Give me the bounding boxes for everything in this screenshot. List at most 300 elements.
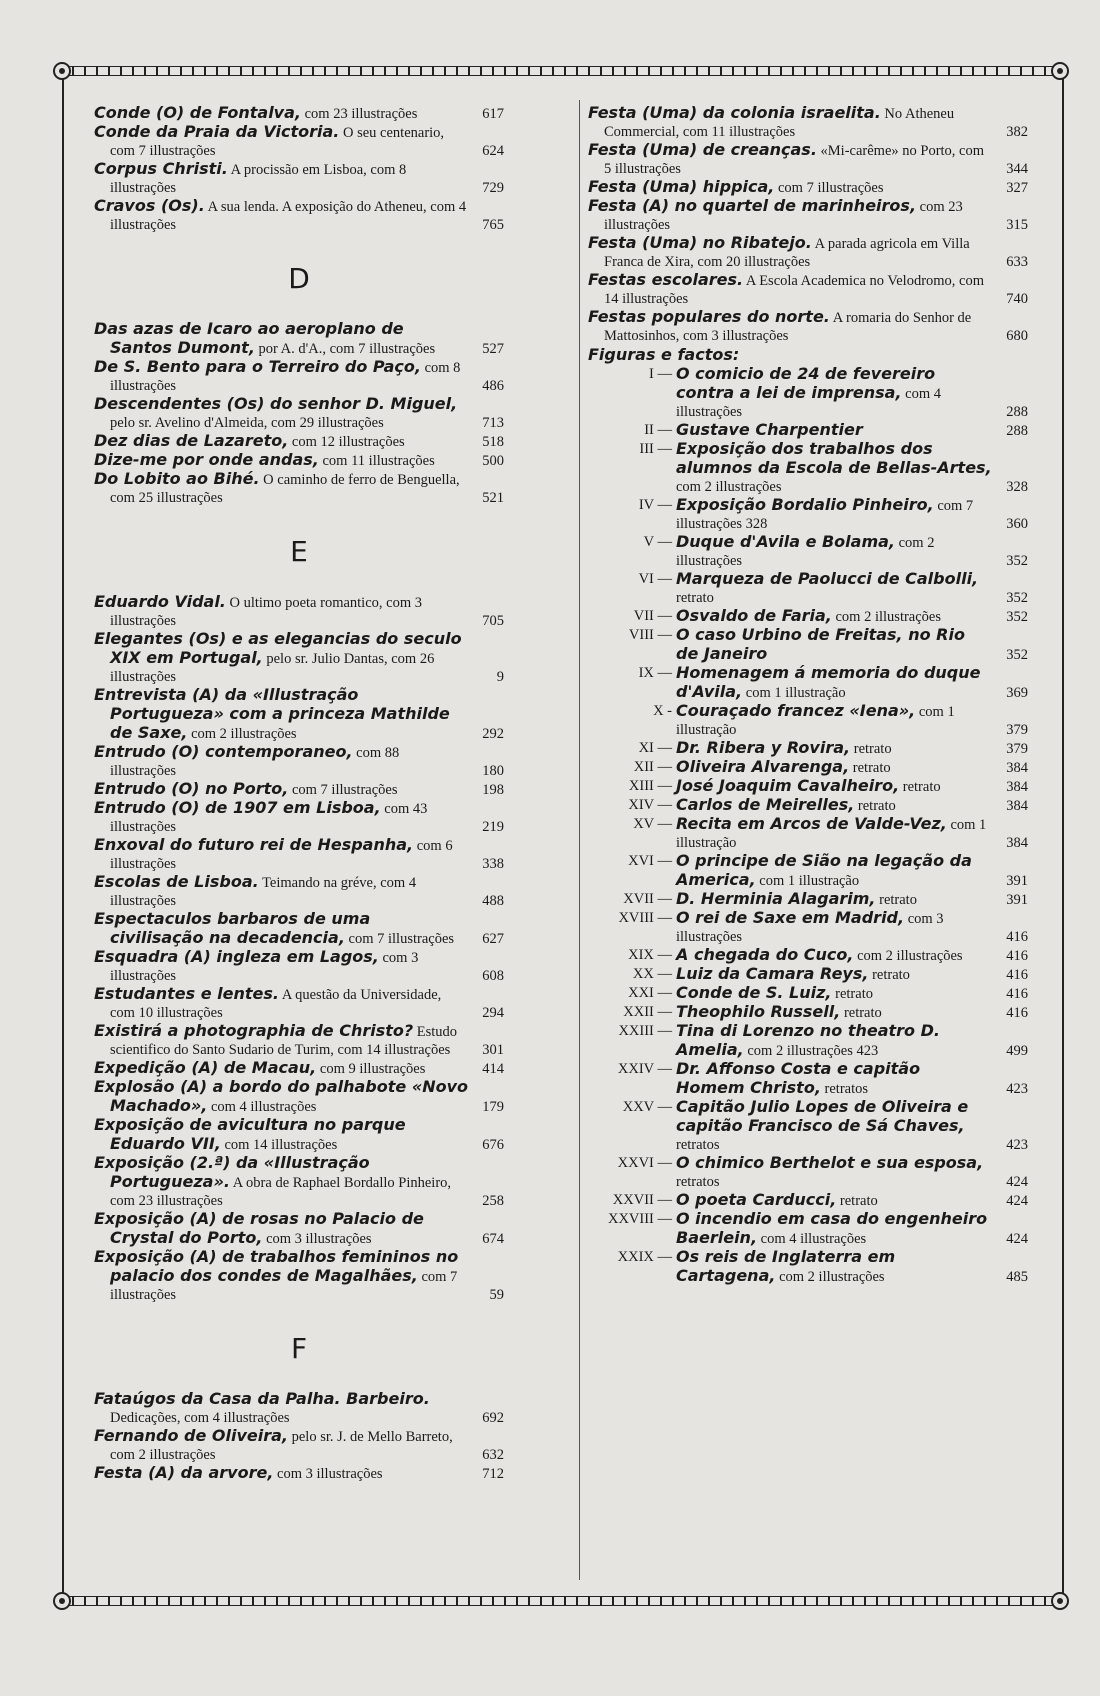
roman-numeral: II — bbox=[644, 422, 672, 438]
page-number: 416 bbox=[1006, 1005, 1028, 1021]
entry-description: com 7 illustrações bbox=[291, 782, 398, 798]
index-entry bbox=[94, 432, 504, 451]
roman-numeral: I — bbox=[649, 366, 672, 382]
entry-title: Exposição dos trabalhos dos alumnos da Escola de Bellas-Artes, bbox=[676, 439, 992, 477]
page-number: 328 bbox=[1006, 479, 1028, 495]
page-number: 485 bbox=[1006, 1269, 1028, 1285]
entry-description: Dedicações, com 4 illustrações bbox=[110, 1410, 290, 1426]
figuras-entry bbox=[588, 1248, 1028, 1286]
entry-title: Exposição (2.ª) da «Illustração Portugueza». bbox=[94, 1153, 370, 1191]
index-entry bbox=[588, 178, 1028, 197]
entry-title: Gustave Charpentier bbox=[676, 420, 863, 439]
entry-title: Enxoval do futuro rei de Hespanha, bbox=[94, 835, 414, 854]
index-entry bbox=[94, 1464, 504, 1483]
entry-description: com 14 illustrações bbox=[224, 1137, 338, 1153]
index-entry bbox=[94, 123, 504, 160]
entry-description: com 3 illustrações bbox=[676, 911, 944, 945]
index-entry bbox=[94, 780, 504, 799]
entry-title: De S. Bento para o Terreiro do Paço, bbox=[94, 357, 421, 376]
roman-numeral: IV — bbox=[638, 497, 672, 513]
page-number: 521 bbox=[482, 490, 504, 506]
entry-description: com 2 illustrações bbox=[779, 1269, 885, 1285]
page-number: 617 bbox=[482, 106, 504, 122]
index-entry bbox=[588, 104, 1028, 141]
roman-numeral: IX — bbox=[638, 665, 672, 681]
roman-numeral: XXIX — bbox=[617, 1249, 672, 1265]
entry-description: retrato bbox=[902, 779, 941, 795]
page-number: 499 bbox=[1006, 1043, 1028, 1059]
page-number: 384 bbox=[1006, 835, 1028, 851]
entry-description: retrato bbox=[879, 892, 917, 908]
entry-title: Theophilo Russell, bbox=[676, 1002, 841, 1021]
entry-title: Luiz da Camara Reys, bbox=[676, 964, 869, 983]
entry-title: O principe de Sião na legação da America, bbox=[676, 851, 972, 889]
entry-description: com 6 illustrações bbox=[110, 838, 453, 872]
page-number: 219 bbox=[482, 819, 504, 835]
entry-title: Explosão (A) a bordo do palhabote «Novo Machado», bbox=[94, 1077, 469, 1115]
figuras-entry bbox=[588, 1191, 1028, 1210]
entry-description: com 88 illustrações bbox=[110, 745, 400, 779]
entry-title: Conde da Praia da Victoria. bbox=[94, 122, 340, 141]
entry-title: Do Lobito ao Bihé. bbox=[94, 469, 260, 488]
entry-title: Conde (O) de Fontalva, bbox=[94, 103, 301, 122]
right-column bbox=[588, 104, 1028, 1286]
entry-title: Expedição (A) de Macau, bbox=[94, 1058, 317, 1077]
figuras-entry bbox=[588, 570, 1028, 607]
entry-title: Recita em Arcos de Valde-Vez, bbox=[676, 814, 947, 833]
index-entry bbox=[94, 593, 504, 630]
index-entry bbox=[94, 160, 504, 197]
section-e bbox=[94, 593, 504, 1304]
entry-title: Entrudo (O) contemporaneo, bbox=[94, 742, 353, 761]
index-entry bbox=[94, 470, 504, 507]
entry-description: A questão da Universidade, com 10 illustrações bbox=[110, 987, 442, 1021]
entry-title: Entrudo (O) no Porto, bbox=[94, 779, 289, 798]
entry-title: Entrevista (A) da «Illustração Portugueza» com a princeza Mathilde de Saxe, bbox=[94, 685, 450, 742]
entry-title: Dez dias de Lazareto, bbox=[94, 431, 289, 450]
index-entry bbox=[94, 1116, 504, 1154]
corner-ornament bbox=[53, 62, 71, 80]
entry-description: retrato bbox=[676, 590, 714, 606]
index-entry bbox=[588, 141, 1028, 178]
entry-description: Estudo scientifico do Santo Sudario de Turim, com 14 illustrações bbox=[110, 1024, 458, 1058]
entry-title: Festa (Uma) hippica, bbox=[588, 177, 775, 196]
page-number: 292 bbox=[482, 726, 504, 742]
figuras-entry bbox=[588, 440, 1028, 496]
page-number: 384 bbox=[1006, 798, 1028, 814]
entry-title: O caso Urbino de Freitas, no Rio de Janeiro bbox=[676, 625, 965, 663]
page-number: 424 bbox=[1006, 1193, 1028, 1209]
index-entry bbox=[94, 948, 504, 985]
page-number: 382 bbox=[1006, 124, 1028, 140]
page-number: 379 bbox=[1006, 722, 1028, 738]
figuras-entry bbox=[588, 852, 1028, 890]
figuras-entry bbox=[588, 739, 1028, 758]
entry-description: com 3 illustrações bbox=[277, 1466, 383, 1482]
entry-title: Exposição de avicultura no parque Eduardo VII, bbox=[94, 1115, 406, 1153]
entry-title: A chegada do Cuco, bbox=[676, 945, 854, 964]
roman-numeral: III — bbox=[639, 441, 672, 457]
roman-numeral: XX — bbox=[632, 966, 672, 982]
corner-ornament bbox=[1051, 1592, 1069, 1610]
entry-description: com 2 illustrações bbox=[835, 609, 942, 625]
roman-numeral: V — bbox=[643, 534, 672, 550]
page-number: 424 bbox=[1006, 1231, 1028, 1247]
figuras-entry bbox=[588, 777, 1028, 796]
section-letter-d: D bbox=[288, 262, 310, 295]
index-entry bbox=[94, 1427, 504, 1464]
index-entry bbox=[94, 1078, 504, 1116]
index-entry bbox=[94, 395, 504, 432]
index-entry bbox=[94, 743, 504, 780]
roman-numeral: XIII — bbox=[628, 778, 672, 794]
entry-description: com 12 illustrações bbox=[291, 434, 405, 450]
entry-title: Festas escolares. bbox=[588, 270, 744, 289]
figuras-entry bbox=[588, 909, 1028, 946]
page-number: 327 bbox=[1006, 180, 1028, 196]
page-number: 518 bbox=[482, 434, 504, 450]
page-number: 391 bbox=[1006, 873, 1028, 889]
entry-description: pelo sr. Julio Dantas, com 26 illustrações bbox=[110, 651, 435, 685]
entry-description: com 1 illustração bbox=[759, 873, 860, 889]
figuras-entry bbox=[588, 365, 1028, 421]
entry-description: com 1 illustração bbox=[676, 817, 987, 851]
page-number: 674 bbox=[482, 1231, 504, 1247]
page-number: 379 bbox=[1006, 741, 1028, 757]
entry-title: O poeta Carducci, bbox=[676, 1190, 837, 1209]
entry-description: A Escola Academica no Velodromo, com 14 illustrações bbox=[604, 273, 985, 307]
index-entry bbox=[94, 799, 504, 836]
roman-numeral: XXVIII — bbox=[607, 1211, 672, 1227]
entry-title: Escolas de Lisboa. bbox=[94, 872, 259, 891]
index-entry bbox=[94, 836, 504, 873]
entry-description: O caminho de ferro de Benguella, com 25 illustrações bbox=[110, 472, 460, 506]
figuras-entry bbox=[588, 890, 1028, 909]
entry-title: Corpus Christi. bbox=[94, 159, 228, 178]
entry-description: com 11 illustrações bbox=[322, 453, 435, 469]
entry-title: Espectaculos barbaros de uma civilisação na decadencia, bbox=[94, 909, 371, 947]
figuras-heading: Figuras e factos: bbox=[588, 345, 740, 364]
left-column bbox=[94, 104, 504, 1483]
section-d bbox=[94, 320, 504, 507]
index-entry bbox=[94, 358, 504, 395]
entry-title: Existirá a photographia de Christo? bbox=[94, 1021, 414, 1040]
corner-ornament bbox=[1051, 62, 1069, 80]
figuras-entry bbox=[588, 1022, 1028, 1060]
roman-numeral: XI — bbox=[638, 740, 672, 756]
entry-title: Homenagem á memoria do duque d'Avila, bbox=[676, 663, 981, 701]
page-number: 344 bbox=[1006, 161, 1028, 177]
entry-description: com 2 illustrações bbox=[676, 535, 935, 569]
page-number: 9 bbox=[496, 669, 504, 685]
entry-title: Fataúgos da Casa da Palha. Barbeiro. bbox=[94, 1389, 430, 1408]
entry-description: com 1 illustração bbox=[676, 704, 955, 738]
page-number: 59 bbox=[489, 1287, 504, 1303]
page-number: 416 bbox=[1006, 986, 1028, 1002]
index-entry bbox=[588, 234, 1028, 271]
entry-title: Esquadra (A) ingleza em Lagos, bbox=[94, 947, 379, 966]
figuras-entry bbox=[588, 626, 1028, 664]
entry-title: Festa (A) no quartel de marinheiros, bbox=[588, 196, 917, 215]
entry-description: com 1 illustração bbox=[745, 685, 846, 701]
page-number: 712 bbox=[482, 1466, 504, 1482]
page-number: 423 bbox=[1006, 1081, 1028, 1097]
figuras-entry bbox=[588, 796, 1028, 815]
page-number: 352 bbox=[1006, 647, 1028, 663]
roman-numeral: XXII — bbox=[623, 1004, 672, 1020]
index-entry bbox=[94, 873, 504, 910]
entry-description: com 4 illustrações bbox=[210, 1099, 317, 1115]
entry-description: com 3 illustrações bbox=[266, 1231, 372, 1247]
entry-title: D. Herminia Alagarim, bbox=[676, 889, 876, 908]
entry-description: com 2 illustrações 423 bbox=[747, 1043, 879, 1059]
entry-description: «Mi-carême» no Porto, com 5 illustrações bbox=[604, 143, 985, 177]
page-number: 416 bbox=[1006, 967, 1028, 983]
roman-numeral: X - bbox=[653, 703, 672, 719]
roman-numeral: XIX — bbox=[628, 947, 672, 963]
page-number: 765 bbox=[482, 217, 504, 233]
entry-title: Estudantes e lentes. bbox=[94, 984, 279, 1003]
entry-description: com 7 illustrações 328 bbox=[676, 498, 974, 532]
entry-title: O rei de Saxe em Madrid, bbox=[676, 908, 905, 927]
entry-title: Fernando de Oliveira, bbox=[94, 1426, 288, 1445]
entry-title: Dize-me por onde andas, bbox=[94, 450, 319, 469]
page-number: 352 bbox=[1006, 553, 1028, 569]
entry-description: retratos bbox=[676, 1137, 720, 1153]
entry-title: Exposição (A) de trabalhos femininos no palacio dos condes de Magalhães, bbox=[94, 1247, 459, 1285]
index-entry bbox=[94, 320, 504, 358]
roman-numeral: VII — bbox=[633, 608, 672, 624]
page-number: 294 bbox=[482, 1005, 504, 1021]
figuras-entry bbox=[588, 1060, 1028, 1098]
index-entry bbox=[94, 104, 504, 123]
roman-numeral: XXIV — bbox=[617, 1061, 672, 1077]
entry-title: Dr. Ribera y Rovira, bbox=[676, 738, 851, 757]
entry-title: Festa (Uma) de creanças. bbox=[588, 140, 817, 159]
entry-title: Descendentes (Os) do senhor D. Miguel, bbox=[94, 394, 458, 413]
entry-title: Cravos (Os). bbox=[94, 196, 205, 215]
page-number: 288 bbox=[1006, 404, 1028, 420]
entry-description: pelo sr. J. de Mello Barreto, com 2 illustrações bbox=[110, 1429, 453, 1463]
section-f bbox=[94, 1390, 504, 1483]
figuras-entry bbox=[588, 1003, 1028, 1022]
index-entry bbox=[94, 197, 504, 234]
page-number: 633 bbox=[1006, 254, 1028, 270]
entry-description: Teimando na gréve, com 4 illustrações bbox=[110, 875, 417, 909]
figuras-entry bbox=[588, 984, 1028, 1003]
roman-numeral: XXVII — bbox=[612, 1192, 672, 1208]
page-number: 416 bbox=[1006, 948, 1028, 964]
page-number: 338 bbox=[482, 856, 504, 872]
entry-title: José Joaquim Cavalheiro, bbox=[676, 776, 900, 795]
roman-numeral: XVII — bbox=[623, 891, 672, 907]
figuras-entry bbox=[588, 1210, 1028, 1248]
roman-numeral: XVIII — bbox=[618, 910, 672, 926]
page-number: 384 bbox=[1006, 760, 1028, 776]
page-number: 692 bbox=[482, 1410, 504, 1426]
index-entry bbox=[94, 985, 504, 1022]
index-entry bbox=[94, 686, 504, 743]
entry-description: com 4 illustrações bbox=[760, 1231, 867, 1247]
entry-description: A procissão em Lisboa, com 8 illustrações bbox=[110, 162, 407, 196]
entry-title: O chimico Berthelot e sua esposa, bbox=[676, 1153, 984, 1172]
figuras-entry bbox=[588, 965, 1028, 984]
roman-numeral: XII — bbox=[633, 759, 672, 775]
column-divider bbox=[579, 100, 580, 1580]
entry-title: Conde de S. Luiz, bbox=[676, 983, 832, 1002]
entry-title: Exposição Bordalio Pinheiro, bbox=[676, 495, 934, 514]
index-entry bbox=[94, 1248, 504, 1304]
roman-numeral: XXIII — bbox=[618, 1023, 672, 1039]
entry-title: Marqueza de Paolucci de Calbolli, bbox=[676, 569, 979, 588]
entry-title: Couraçado francez «Iena», bbox=[676, 701, 916, 720]
page-number: 360 bbox=[1006, 516, 1028, 532]
entry-description: com 7 illustrações bbox=[348, 931, 455, 947]
page-number: 301 bbox=[482, 1042, 504, 1058]
page-number: 179 bbox=[482, 1099, 504, 1115]
page-number: 198 bbox=[482, 782, 504, 798]
page-number: 500 bbox=[482, 453, 504, 469]
page-number: 740 bbox=[1006, 291, 1028, 307]
page-number: 624 bbox=[482, 143, 504, 159]
entry-description: A obra de Raphael Bordallo Pinheiro, com 23 illustrações bbox=[110, 1175, 452, 1209]
page-number: 680 bbox=[1006, 328, 1028, 344]
entry-description: com 3 illustrações bbox=[110, 950, 419, 984]
page-number: 391 bbox=[1006, 892, 1028, 908]
page-number: 676 bbox=[482, 1137, 504, 1153]
index-entry bbox=[94, 1154, 504, 1210]
index-entry bbox=[94, 1210, 504, 1248]
index-entry bbox=[588, 197, 1028, 234]
section-letter-e: E bbox=[290, 535, 308, 568]
page-number: 608 bbox=[482, 968, 504, 984]
section-figuras bbox=[588, 365, 1028, 1286]
page-number: 414 bbox=[482, 1061, 504, 1077]
entry-description: com 2 illustrações bbox=[191, 726, 297, 742]
index-entry bbox=[588, 308, 1028, 345]
entry-title: Dr. Affonso Costa e capitão Homem Christo, bbox=[676, 1059, 921, 1097]
entry-description: A sua lenda. A exposição do Atheneu, com 4 illustrações bbox=[110, 199, 467, 233]
page-number: 488 bbox=[482, 893, 504, 909]
entry-description: com 8 illustrações bbox=[110, 360, 461, 394]
entry-description: retratos bbox=[676, 1174, 720, 1190]
roman-numeral: XXV — bbox=[622, 1099, 672, 1115]
entry-title: Elegantes (Os) e as elegancias do seculo XIX em Portugal, bbox=[94, 629, 462, 667]
entry-title: Entrudo (O) de 1907 em Lisboa, bbox=[94, 798, 381, 817]
entry-description: retrato bbox=[839, 1193, 878, 1209]
index-entry bbox=[588, 271, 1028, 308]
page-number: 315 bbox=[1006, 217, 1028, 233]
section-letter-f: F bbox=[290, 1332, 308, 1365]
index-entry bbox=[94, 451, 504, 470]
entry-title: Oliveira Alvarenga, bbox=[676, 757, 850, 776]
page-number: 416 bbox=[1006, 929, 1028, 945]
entry-title: Festa (A) da arvore, bbox=[94, 1463, 274, 1482]
figuras-entry bbox=[588, 758, 1028, 777]
section-festas bbox=[588, 104, 1028, 345]
entry-description: com 4 illustrações bbox=[676, 386, 942, 420]
entry-description: No Atheneu Commercial, com 11 illustrações bbox=[604, 106, 955, 140]
page-number: 369 bbox=[1006, 685, 1028, 701]
figuras-entry bbox=[588, 607, 1028, 626]
entry-description: com 9 illustrações bbox=[319, 1061, 426, 1077]
section-c bbox=[94, 104, 504, 234]
entry-title: Exposição (A) de rosas no Palacio de Crystal do Porto, bbox=[94, 1209, 424, 1247]
figuras-entry bbox=[588, 1098, 1028, 1154]
figuras-entry bbox=[588, 496, 1028, 533]
roman-numeral: XIV — bbox=[628, 797, 672, 813]
page-number: 352 bbox=[1006, 609, 1028, 625]
entry-description: retrato bbox=[857, 798, 896, 814]
page-number: 423 bbox=[1006, 1137, 1028, 1153]
entry-title: Festa (Uma) no Ribatejo. bbox=[588, 233, 812, 252]
entry-title: O incendio em casa do engenheiro Baerlein, bbox=[676, 1209, 988, 1247]
entry-description: O seu centenario, com 7 illustrações bbox=[110, 125, 445, 159]
entry-title: Festa (Uma) da colonia israelita. bbox=[588, 103, 881, 122]
roman-numeral: XXVI — bbox=[617, 1155, 672, 1171]
figuras-entry bbox=[588, 421, 1028, 440]
page-number: 384 bbox=[1006, 779, 1028, 795]
entry-title: Festas populares do norte. bbox=[588, 307, 830, 326]
entry-description: com 23 illustrações bbox=[604, 199, 963, 233]
entry-description: por A. d'A., com 7 illustrações bbox=[258, 341, 436, 357]
index-entry bbox=[94, 1390, 504, 1427]
corner-ornament bbox=[53, 1592, 71, 1610]
index-entry bbox=[94, 1059, 504, 1078]
page-number: 713 bbox=[482, 415, 504, 431]
entry-description: A parada agricola em Villa Franca de Xira, com 20 illustrações bbox=[604, 236, 970, 270]
figuras-entry bbox=[588, 702, 1028, 739]
entry-description: com 2 illustrações bbox=[857, 948, 963, 964]
entry-title: Das azas de Icaro ao aeroplano de Santos Dumont, bbox=[94, 319, 404, 357]
entry-description: O ultimo poeta romantico, com 3 illustrações bbox=[110, 595, 422, 629]
entry-title: Carlos de Meirelles, bbox=[676, 795, 855, 814]
page-number: 486 bbox=[482, 378, 504, 394]
page-number: 527 bbox=[482, 341, 504, 357]
entry-description: retrato bbox=[872, 967, 910, 983]
figuras-entry bbox=[588, 815, 1028, 852]
entry-description: com 2 illustrações bbox=[676, 479, 782, 495]
entry-title: Tina di Lorenzo no theatro D. Amelia, bbox=[676, 1021, 940, 1059]
roman-numeral: VIII — bbox=[628, 627, 672, 643]
entry-description: retrato bbox=[853, 741, 892, 757]
entry-description: com 7 illustrações bbox=[110, 1269, 458, 1303]
roman-numeral: XVI — bbox=[628, 853, 672, 869]
page-number: 632 bbox=[482, 1447, 504, 1463]
page-number: 288 bbox=[1006, 423, 1028, 439]
entry-description: pelo sr. Avelino d'Almeida, com 29 illustrações bbox=[110, 415, 384, 431]
entry-title: Duque d'Avila e Bolama, bbox=[676, 532, 895, 551]
index-entry bbox=[94, 910, 504, 948]
roman-numeral: VI — bbox=[638, 571, 672, 587]
index-entry bbox=[94, 1022, 504, 1059]
roman-numeral: XXI — bbox=[628, 985, 672, 1001]
entry-title: Osvaldo de Faria, bbox=[676, 606, 832, 625]
roman-numeral: XV — bbox=[633, 816, 672, 832]
page-number: 729 bbox=[482, 180, 504, 196]
entry-description: retrato bbox=[835, 986, 873, 1002]
index-entry bbox=[94, 630, 504, 686]
figuras-entry bbox=[588, 533, 1028, 570]
entry-title: Eduardo Vidal. bbox=[94, 592, 226, 611]
entry-description: com 23 illustrações bbox=[304, 106, 418, 122]
entry-title: Capitão Julio Lopes de Oliveira e capitão Francisco de Sá Chaves, bbox=[676, 1097, 969, 1135]
page-number: 627 bbox=[482, 931, 504, 947]
entry-description: retrato bbox=[843, 1005, 882, 1021]
figuras-entry bbox=[588, 664, 1028, 702]
entry-description: retrato bbox=[852, 760, 891, 776]
entry-description: A romaria do Senhor de Mattosinhos, com 3 illustrações bbox=[604, 310, 972, 344]
